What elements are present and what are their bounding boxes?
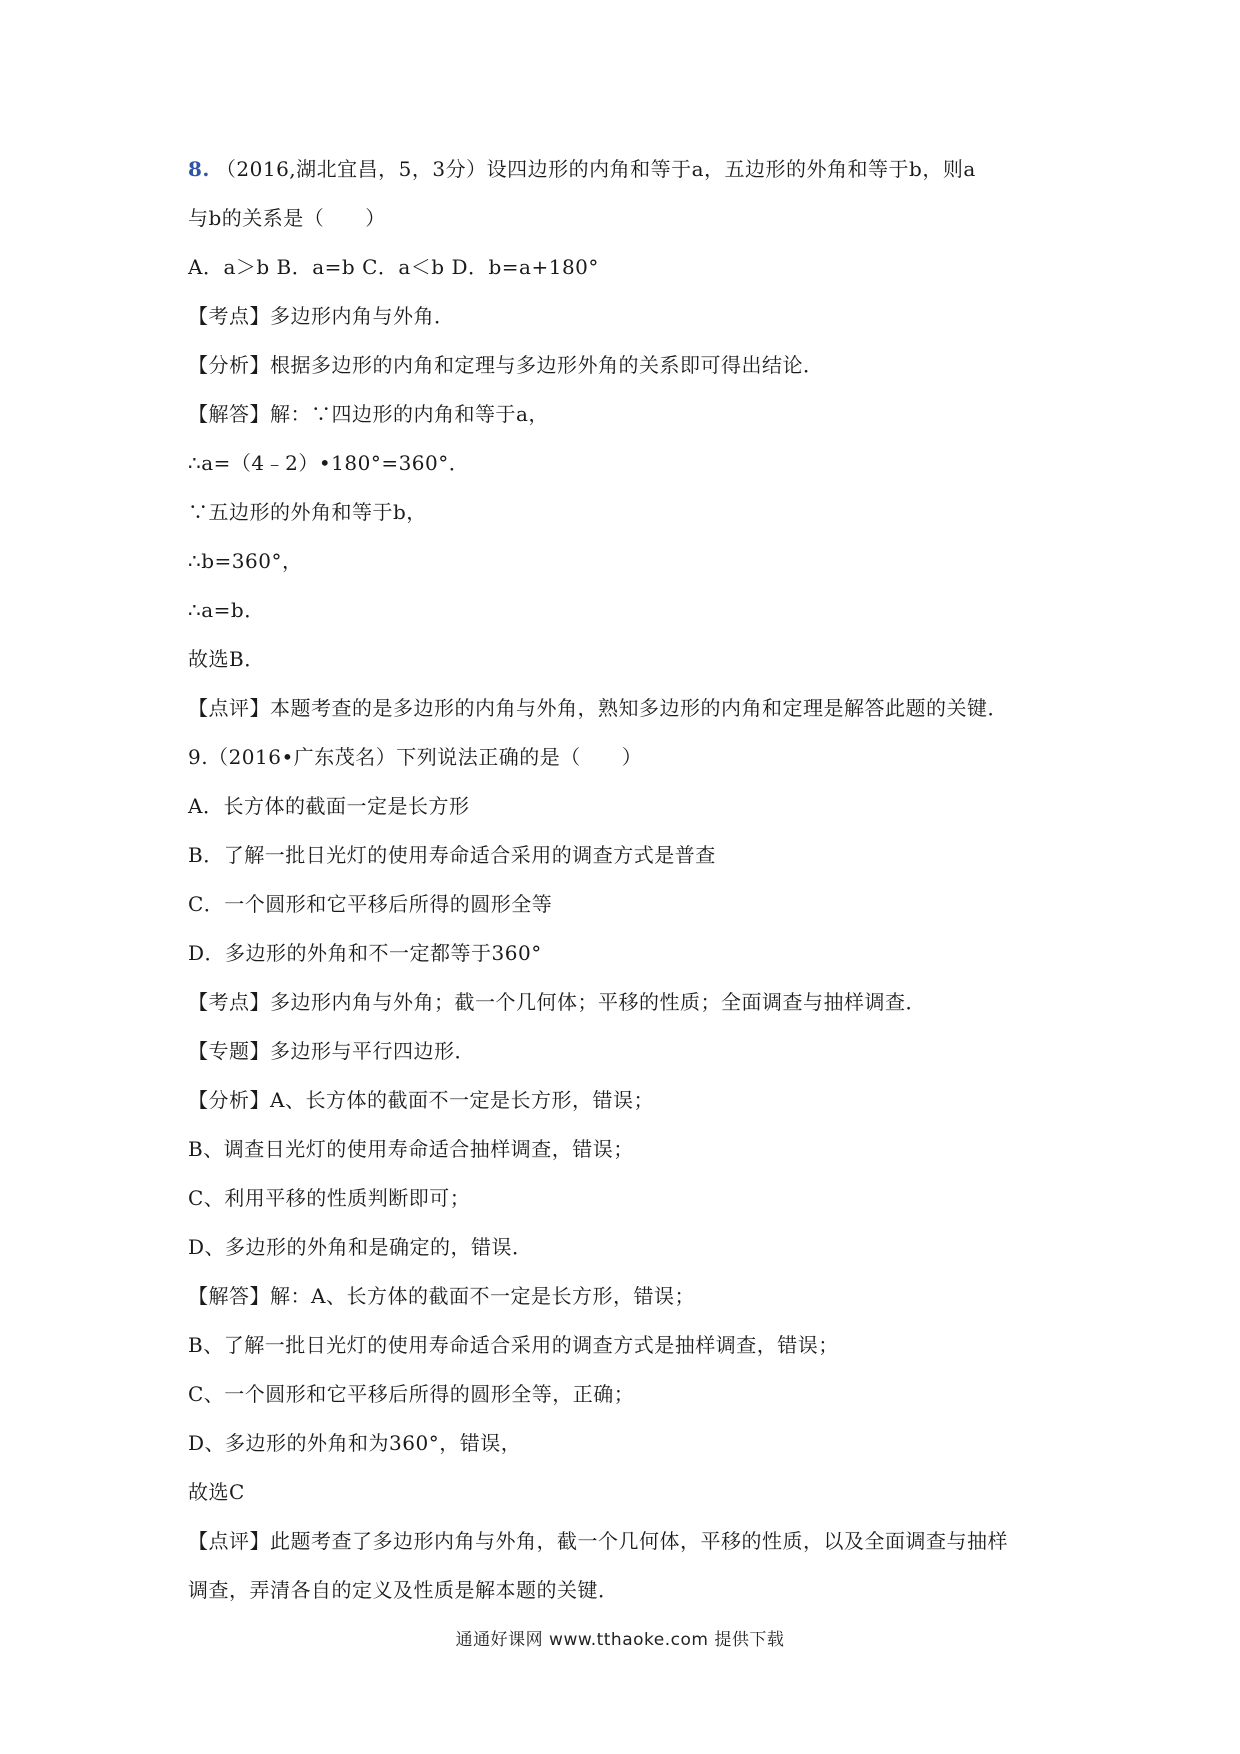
q8-jieda-line: 【解答】解：∵四边形的内角和等于a，: [188, 402, 549, 426]
q9-stem: 9.（2016•广东茂名）下列说法正确的是（ ）: [188, 745, 643, 769]
document-content: [188, 157, 1068, 1627]
q9-kaodian: 【考点】多边形内角与外角；截一个几何体；平移的性质；全面调查与抽样调查．: [188, 990, 926, 1014]
q9-zhuanti: 【专题】多边形与平行四边形．: [188, 1039, 475, 1063]
q9-answer: 故选C: [188, 1480, 245, 1504]
q8-jieda-line: ∴a=b．: [188, 598, 265, 622]
q9-fenxi-line: C、利用平移的性质判断即可；: [188, 1186, 471, 1210]
q9-jieda-line: 【解答】解：A、长方体的截面不一定是长方形，错误；: [188, 1284, 695, 1308]
q8-fenxi: 【分析】根据多边形的内角和定理与多边形外角的关系即可得出结论．: [188, 353, 824, 377]
q9-dianping-line2: 调查，弄清各自的定义及性质是解本题的关键．: [188, 1578, 619, 1602]
q8-jieda-line: ∵五边形的外角和等于b，: [188, 500, 427, 524]
q9-option-b: B．了解一批日光灯的使用寿命适合采用的调查方式是普查: [188, 843, 716, 867]
q8-stem-text: （2016,湖北宜昌，5，3分）设四边形的内角和等于a，五边形的外角和等于b，则a: [215, 157, 976, 181]
q9-option-c: C．一个圆形和它平移后所得的圆形全等: [188, 892, 553, 916]
q9-fenxi-line: B、调查日光灯的使用寿命适合抽样调查，错误；: [188, 1137, 634, 1161]
q9-fenxi-line: 【分析】A、长方体的截面不一定是长方形，错误；: [188, 1088, 654, 1112]
q8-answer: 故选B．: [188, 647, 265, 671]
page-footer: 通通好课网 www.tthaoke.com 提供下载: [455, 1630, 785, 1650]
q9-jieda-line: C、一个圆形和它平移后所得的圆形全等，正确；: [188, 1382, 635, 1406]
q8-jieda-line: ∴b=360°，: [188, 549, 303, 573]
q8-number: 8.: [188, 157, 210, 181]
q8-kaodian: 【考点】多边形内角与外角．: [188, 304, 455, 328]
q9-jieda-line: B、了解一批日光灯的使用寿命适合采用的调查方式是抽样调查，错误；: [188, 1333, 839, 1357]
q9-dianping-line1: 【点评】此题考查了多边形内角与外角，截一个几何体，平移的性质，以及全面调查与抽样: [188, 1529, 1008, 1553]
q9-option-a: A．长方体的截面一定是长方形: [188, 794, 470, 818]
q9-fenxi-line: D、多边形的外角和是确定的，错误．: [188, 1235, 533, 1259]
q9-jieda-line: D、多边形的外角和为360°，错误，: [188, 1431, 522, 1455]
q8-stem-line1: [188, 157, 1068, 181]
q9-option-d: D．多边形的外角和不一定都等于360°: [188, 941, 542, 965]
q8-jieda-line: ∴a=（4﹣2）•180°=360°．: [188, 451, 470, 475]
q8-options: A．a＞b B．a=b C．a＜b D．b=a+180°: [188, 255, 599, 279]
q8-stem-line2: 与b的关系是（ ）: [188, 206, 386, 230]
q8-dianping: 【点评】本题考查的是多边形的内角与外角，熟知多边形的内角和定理是解答此题的关键．: [188, 696, 1008, 720]
